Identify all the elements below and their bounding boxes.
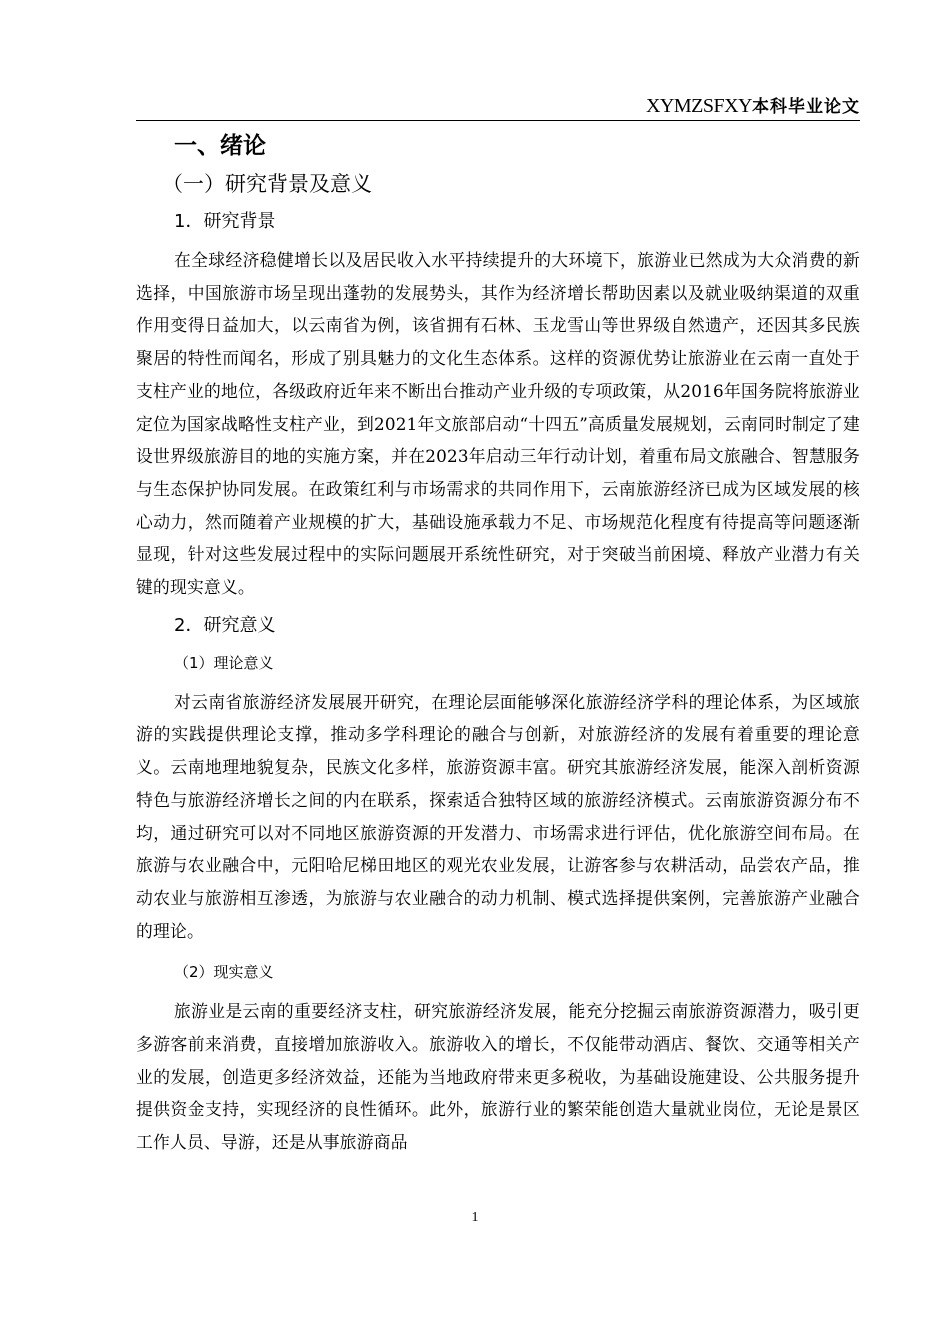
paragraph-practice: 旅游业是云南的重要经济支柱，研究旅游经济发展，能充分挖掘云南旅游资源潜力，吸引更多游客前来消费，直接增加旅游收入。旅游收入的增长，不仅能带动酒店、餐饮、交通等相关产业的发展，创造更多经济效益，还能为当地政府带来更多税收，为基础设施建设、公共服务提升提供资金支持，实现经济的良性循环。此外，旅游行业的繁荣能创造大量就业岗位，无论是景区工作人员、导游，还是从事旅游商品 xyxy=(136,1001,860,1153)
header-chinese-title: 本科毕业论文 xyxy=(752,97,860,117)
header-latin-title: XYMZSFXY xyxy=(645,95,752,117)
subsection-heading-background: 1．研究背景 xyxy=(174,211,276,232)
paragraph-theory: 对云南省旅游经济发展展开研究，在理论层面能够深化旅游经济学科的理论体系，为区域旅游的实践提供理论支撑，推动多学科理论的融合与创新，对旅游经济的发展有着重要的理论意义。云南地理地貌复杂，民族文化多样，旅游资源丰富。研究其旅游经济发展，能深入剖析资源特色与旅游经济增长之间的内在联系，探索适合独特区域的旅游经济模式。云南旅游资源分布不均，通过研究可以对不同地区旅游资源的开发潜力、市场需求进行评估，优化旅游空间布局。在旅游与农业融合中，元阳哈尼梯田地区的观光农业发展，让游客参与农耕活动，品尝农产品，推动农业与旅游相互渗透，为旅游与农业融合的动力机制、模式选择提供案例，完善旅游产业融合的理论。 xyxy=(136,691,860,941)
subsection-heading-significance: 2．研究意义 xyxy=(174,614,276,636)
page-number: 1 xyxy=(471,1210,479,1225)
chapter-heading: 一、绪论 xyxy=(174,133,266,159)
section-heading: （一）研究背景及意义 xyxy=(162,172,372,196)
paragraph-background: 在全球经济稳健增长以及居民收入水平持续提升的大环境下，旅游业已然成为大众消费的新选择，中国旅游市场呈现出蓬勃的发展势头，其作为经济增长帮助因素以及就业吸纳渠道的双重作用变得日益加大，以云南省为例，该省拥有石林、玉龙雪山等世界级自然遗产，还因其多民族聚居的特性而闻名，形成了别具魅力的文化生态体系。这样的资源优势让旅游业在云南一直处于支柱产业的地位，各级政府近年来不断出台推动产业升级的专项政策，从2016年国务院将旅游业定位为国家战略性支柱产业，到2021年文旅部启动“十四五”高质量发展规划，云南同时制定了建设世界级旅游目的地的实施方案，并在2023年启动三年行动计划，着重布局文旅融合、智慧服务与生态保护协同发展。在政策红利与市场需求的共同作用下，云南旅游经济已成为区域发展的核心动力，然而随着产业规模的扩大，基础设施承载力不足、市场规范化程度有待提高等问题逐渐显现，针对这些发展过程中的实际问题展开系统性研究，对于突破当前困境、释放产业潜力有关键的现实意义。 xyxy=(136,250,860,598)
item-heading-theory: （1）理论意义 xyxy=(174,653,274,672)
item-heading-practice: （2）现实意义 xyxy=(174,963,274,982)
page-header xyxy=(136,92,860,121)
page-content xyxy=(136,128,860,1159)
